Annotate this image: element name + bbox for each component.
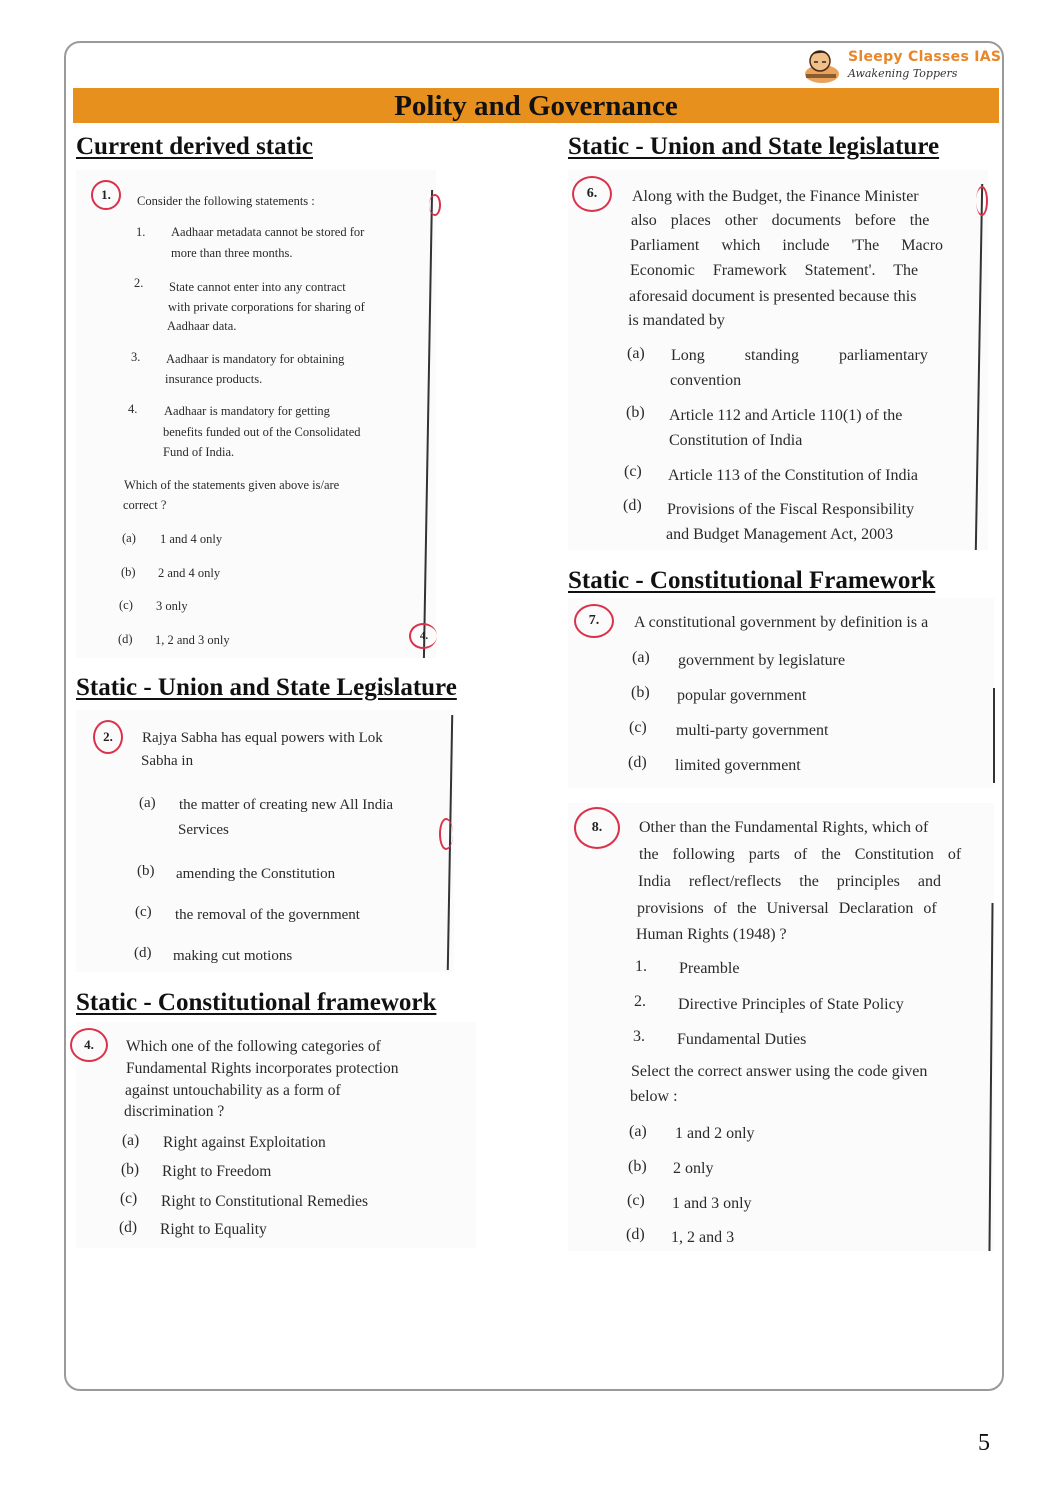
option-label: (a) xyxy=(627,345,645,362)
statement-text: Fundamental Duties xyxy=(677,1031,807,1048)
option-label: (b) xyxy=(631,684,650,701)
option-text: 1 and 3 only xyxy=(672,1195,752,1212)
option-label: (d) xyxy=(119,1219,138,1236)
answer-mark-arc xyxy=(429,194,441,216)
question-stem: Consider the following statements : xyxy=(137,194,315,208)
option-label: (c) xyxy=(135,904,152,920)
option-label: (c) xyxy=(629,719,647,736)
statement-text: Aadhaar is mandatory for getting xyxy=(164,404,330,418)
section-heading-constitutional-framework-2: Static - Constitutional framework xyxy=(76,989,437,1016)
mascot-icon xyxy=(802,46,846,86)
question-stem: provisions of the Universal Declaration of xyxy=(637,900,937,917)
question-stem: Which one of the following categories of xyxy=(126,1038,381,1055)
option-label: (d) xyxy=(623,497,642,514)
question-number-badge: 1. xyxy=(91,180,121,210)
statement-text: more than three months. xyxy=(171,246,293,260)
option-text: 1, 2 and 3 xyxy=(671,1229,735,1246)
option-text: government by legislature xyxy=(678,652,846,669)
statement-text: Fund of India. xyxy=(163,445,235,459)
option-text: Right against Exploitation xyxy=(163,1134,326,1151)
option-text: 3 only xyxy=(156,599,188,613)
question-number-badge: 6. xyxy=(572,176,612,212)
scan-edge xyxy=(423,190,433,658)
question-7-scan xyxy=(568,598,994,788)
option-text: 1 and 2 only xyxy=(675,1125,755,1142)
option-label: (b) xyxy=(121,565,136,579)
question-stem: A constitutional government by definition is a xyxy=(634,614,929,631)
question-prompt: below : xyxy=(630,1088,678,1105)
brand-tagline: Awakening Toppers xyxy=(848,67,958,80)
scan-edge xyxy=(988,903,993,1251)
question-number-badge: 8. xyxy=(574,807,620,849)
page-number: 5 xyxy=(978,1430,990,1456)
statement-number: 2. xyxy=(134,276,144,290)
option-text: 1 and 4 only xyxy=(160,532,223,546)
option-label: (b) xyxy=(121,1161,140,1178)
brand-name: Sleepy Classes IAS xyxy=(848,49,1002,65)
question-stem: Sabha in xyxy=(141,753,194,769)
page-title: Polity and Governance xyxy=(73,88,999,123)
option-text: 1, 2 and 3 only xyxy=(155,633,230,647)
option-label: (b) xyxy=(626,404,645,421)
option-label: (d) xyxy=(118,632,133,646)
option-text: making cut motions xyxy=(173,948,293,964)
option-text: Provisions of the Fiscal Responsibility xyxy=(667,501,915,518)
statement-text: with private corporations for sharing of xyxy=(168,300,365,314)
option-text: convention xyxy=(670,372,742,389)
option-text: Services xyxy=(178,822,229,838)
question-stem: discrimination ? xyxy=(124,1103,225,1120)
section-heading-constitutional-framework: Static - Constitutional Framework xyxy=(568,567,936,594)
option-text: 2 and 4 only xyxy=(158,566,221,580)
option-text: Right to Equality xyxy=(160,1221,267,1238)
option-text: Constitution of India xyxy=(669,432,803,449)
option-text: Right to Constitutional Remedies xyxy=(161,1193,369,1210)
option-text: Long standing parliamentary xyxy=(671,347,928,364)
question-stem: is mandated by xyxy=(628,312,725,329)
option-label: (b) xyxy=(137,863,155,879)
question-number-badge: 2. xyxy=(93,720,123,754)
question-stem: Fundamental Rights incorporates protection xyxy=(126,1060,399,1077)
statement-number: 3. xyxy=(633,1028,645,1045)
option-label: (d) xyxy=(628,754,647,771)
statement-text: Directive Principles of State Policy xyxy=(678,996,904,1013)
option-label: (a) xyxy=(122,1132,140,1149)
question-stem: Human Rights (1948) ? xyxy=(636,926,787,943)
option-label: (a) xyxy=(629,1123,647,1140)
option-text: amending the Constitution xyxy=(176,866,336,882)
question-stem: against untouchability as a form of xyxy=(125,1082,341,1099)
option-text: Right to Freedom xyxy=(162,1163,272,1180)
option-label: (a) xyxy=(139,795,156,811)
option-label: (a) xyxy=(122,531,136,545)
question-stem: also places other documents before the xyxy=(631,212,930,229)
section-heading-union-state-legislature-2: Static - Union and State Legislature xyxy=(76,674,457,701)
option-text: popular government xyxy=(677,687,807,704)
scan-edge xyxy=(993,688,995,783)
option-text: Article 113 of the Constitution of India xyxy=(668,467,919,484)
statement-number: 1. xyxy=(635,958,647,975)
option-label: (d) xyxy=(626,1226,645,1243)
brand-logo xyxy=(802,46,1002,86)
statement-text: Preamble xyxy=(679,960,740,977)
option-label: (c) xyxy=(627,1192,645,1209)
question-6-scan xyxy=(568,170,988,550)
question-stem: the following parts of the Constitution of xyxy=(639,846,962,863)
question-8-scan xyxy=(568,803,994,1251)
question-number-badge: 7. xyxy=(574,604,614,638)
option-text: and Budget Management Act, 2003 xyxy=(666,526,894,543)
question-stem: Along with the Budget, the Finance Minister xyxy=(632,188,919,205)
section-heading-union-state-legislature: Static - Union and State legislature xyxy=(568,133,940,160)
question-prompt: Select the correct answer using the code given xyxy=(631,1063,928,1080)
answer-mark: 4. xyxy=(409,623,437,649)
answer-mark-arc xyxy=(439,818,453,850)
option-label: (c) xyxy=(624,463,642,480)
statement-number: 1. xyxy=(136,225,146,239)
scan-edge xyxy=(975,184,983,550)
option-text: 2 only xyxy=(673,1160,714,1177)
statement-text: Aadhaar metadata cannot be stored for xyxy=(171,225,365,239)
option-text: the removal of the government xyxy=(175,907,360,923)
option-text: limited government xyxy=(675,757,801,774)
option-text: multi-party government xyxy=(676,722,829,739)
question-stem: India reflect/reflects the principles and xyxy=(638,873,941,890)
option-label: (b) xyxy=(628,1158,647,1175)
statement-text: State cannot enter into any contract xyxy=(169,280,346,294)
option-label: (d) xyxy=(134,945,152,961)
question-prompt: Which of the statements given above is/are xyxy=(124,478,340,492)
question-number-badge: 4. xyxy=(70,1028,108,1062)
option-label: (a) xyxy=(632,649,650,666)
question-2-scan xyxy=(76,710,454,972)
section-heading-current-derived: Current derived static xyxy=(76,133,313,160)
question-4-scan xyxy=(76,1022,476,1248)
question-stem: Other than the Fundamental Rights, which of xyxy=(639,819,929,836)
statement-text: Aadhaar data. xyxy=(167,319,237,333)
question-prompt: correct ? xyxy=(123,498,167,512)
question-1-scan xyxy=(76,170,436,658)
statement-text: Aadhaar is mandatory for obtaining xyxy=(166,352,345,366)
option-text: Article 112 and Article 110(1) of the xyxy=(669,407,903,424)
question-stem: Parliament which include 'The Macro xyxy=(630,237,944,254)
statement-number: 4. xyxy=(128,402,138,416)
statement-number: 3. xyxy=(131,350,141,364)
statement-text: insurance products. xyxy=(165,372,263,386)
question-stem: Rajya Sabha has equal powers with Lok xyxy=(142,730,383,746)
question-stem: Economic Framework Statement'. The xyxy=(630,262,919,279)
question-stem: aforesaid document is presented because this xyxy=(629,288,917,305)
option-label: (c) xyxy=(120,1190,138,1207)
option-text: the matter of creating new All India xyxy=(179,797,394,813)
option-label: (c) xyxy=(119,598,133,612)
statement-number: 2. xyxy=(634,993,646,1010)
statement-text: benefits funded out of the Consolidated xyxy=(163,425,361,439)
answer-mark-arc xyxy=(976,186,988,216)
